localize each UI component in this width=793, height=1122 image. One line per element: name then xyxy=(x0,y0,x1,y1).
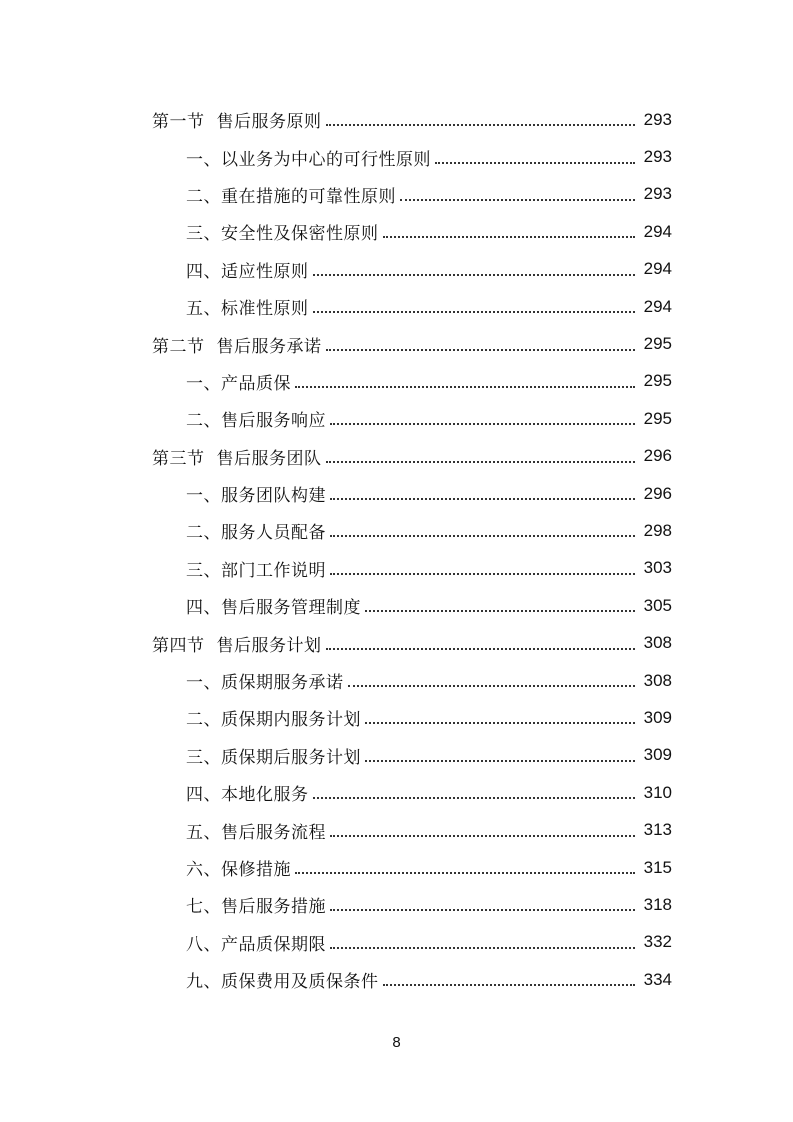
toc-page-number: 315 xyxy=(643,857,672,877)
toc-entry[interactable] xyxy=(0,924,793,961)
toc-entry[interactable] xyxy=(0,587,793,624)
toc-label: 第二节 xyxy=(152,336,205,357)
toc-entry[interactable] xyxy=(0,101,793,138)
dot-leader xyxy=(295,385,635,388)
toc-title: 售后服务团队 xyxy=(216,448,322,469)
dot-leader xyxy=(326,460,636,463)
toc-page-number: 296 xyxy=(643,483,672,503)
toc-entry[interactable] xyxy=(0,849,793,886)
toc-entry[interactable] xyxy=(0,176,793,213)
toc-title: 本地化服务 xyxy=(221,785,309,806)
dot-leader xyxy=(313,310,636,313)
toc-title: 质保费用及质保条件 xyxy=(221,972,379,993)
dot-leader xyxy=(295,871,635,874)
toc-page-number: 293 xyxy=(643,184,672,204)
dot-leader xyxy=(330,908,635,911)
toc-label: 三、 xyxy=(186,747,221,768)
dot-leader xyxy=(326,647,636,650)
toc-page-number: 294 xyxy=(643,221,672,241)
toc-title: 售后服务计划 xyxy=(216,635,322,656)
toc-title: 售后服务管理制度 xyxy=(221,598,361,619)
toc-page-number: 309 xyxy=(643,745,672,765)
toc-label: 一、 xyxy=(186,486,221,507)
toc-page-number: 295 xyxy=(643,334,672,354)
toc-entry[interactable] xyxy=(0,512,793,549)
toc-entry[interactable] xyxy=(0,624,793,661)
toc-entry[interactable] xyxy=(0,400,793,437)
toc-entry[interactable] xyxy=(0,699,793,736)
toc-label: 第一节 xyxy=(152,112,205,133)
toc-label: 五、 xyxy=(186,299,221,320)
page-number: 8 xyxy=(392,1034,401,1051)
toc-title: 服务团队构建 xyxy=(221,486,326,507)
dot-leader xyxy=(365,759,635,762)
toc-entry[interactable] xyxy=(0,774,793,811)
toc-label: 二、 xyxy=(186,186,221,207)
toc-label: 四、 xyxy=(186,261,221,282)
toc-title: 保修措施 xyxy=(221,860,291,880)
toc-title: 售后服务承诺 xyxy=(216,336,322,357)
toc-title: 售后服务原则 xyxy=(216,112,322,133)
toc-label: 三、 xyxy=(186,224,221,245)
toc-page-number: 308 xyxy=(643,633,672,653)
toc-title: 售后服务流程 xyxy=(221,822,326,843)
toc-entry[interactable] xyxy=(0,138,793,175)
toc-entry[interactable] xyxy=(0,811,793,848)
toc-page-number: 295 xyxy=(643,408,672,428)
dot-leader xyxy=(330,534,635,537)
dot-leader xyxy=(313,796,636,799)
toc-page-number: 293 xyxy=(643,147,672,167)
dot-leader xyxy=(326,123,636,126)
toc-title: 产品质保期限 xyxy=(221,934,326,955)
toc-page-number: 308 xyxy=(643,670,672,690)
toc-label: 第三节 xyxy=(152,448,205,469)
dot-leader xyxy=(330,422,635,425)
toc-page-number: 334 xyxy=(643,969,672,989)
dot-leader xyxy=(330,834,635,837)
toc-title: 安全性及保密性原则 xyxy=(221,224,379,245)
toc-entry[interactable] xyxy=(0,325,793,362)
dot-leader xyxy=(330,497,635,500)
toc-page-number: 309 xyxy=(643,707,672,727)
dot-leader xyxy=(383,983,636,986)
toc-entry[interactable] xyxy=(0,737,793,774)
toc-title: 重在措施的可靠性原则 xyxy=(221,186,396,207)
dot-leader xyxy=(330,946,635,949)
toc-entry[interactable] xyxy=(0,475,793,512)
toc-label: 二、 xyxy=(186,411,221,432)
toc-title: 标准性原则 xyxy=(221,299,309,320)
toc-label: 五、 xyxy=(186,822,221,843)
dot-leader xyxy=(326,348,636,351)
dot-leader xyxy=(365,609,635,612)
dot-leader xyxy=(435,161,635,164)
toc-page-number: 305 xyxy=(643,595,672,615)
toc-title: 服务人员配备 xyxy=(221,523,326,544)
toc-title: 部门工作说明 xyxy=(221,560,326,581)
toc-label: 二、 xyxy=(186,710,221,731)
toc-page-number: 295 xyxy=(643,371,672,391)
toc-label: 三、 xyxy=(186,560,221,581)
toc-page-number: 318 xyxy=(643,894,672,914)
toc-label: 六、 xyxy=(186,860,221,880)
toc-entry[interactable] xyxy=(0,550,793,587)
table-of-contents xyxy=(0,101,793,998)
toc-page-number: 294 xyxy=(643,259,672,279)
toc-page-number: 310 xyxy=(643,782,672,802)
dot-leader xyxy=(400,198,635,201)
toc-label: 四、 xyxy=(186,785,221,806)
toc-label: 四、 xyxy=(186,598,221,619)
toc-page-number: 293 xyxy=(643,109,672,129)
dot-leader xyxy=(383,235,636,238)
toc-entry[interactable] xyxy=(0,213,793,250)
toc-title: 质保期服务承诺 xyxy=(221,673,344,694)
toc-label: 一、 xyxy=(186,149,221,170)
toc-entry[interactable] xyxy=(0,288,793,325)
toc-label: 一、 xyxy=(186,673,221,694)
toc-label: 一、 xyxy=(186,373,221,394)
toc-label: 二、 xyxy=(186,523,221,544)
toc-page-number: 296 xyxy=(643,446,672,466)
dot-leader xyxy=(365,721,635,724)
toc-page-number: 313 xyxy=(643,820,672,840)
toc-page-number: 303 xyxy=(643,558,672,578)
toc-entry[interactable] xyxy=(0,363,793,400)
toc-page-number: 298 xyxy=(643,520,672,540)
toc-title: 以业务为中心的可行性原则 xyxy=(221,149,431,170)
toc-title: 售后服务响应 xyxy=(221,411,326,432)
toc-label: 九、 xyxy=(186,972,221,993)
toc-title: 质保期内服务计划 xyxy=(221,710,361,731)
toc-entry[interactable] xyxy=(0,662,793,699)
toc-entry[interactable] xyxy=(0,251,793,288)
toc-title: 质保期后服务计划 xyxy=(221,747,361,768)
toc-title: 适应性原则 xyxy=(221,261,309,282)
toc-title: 售后服务措施 xyxy=(221,897,326,918)
dot-leader xyxy=(348,684,636,687)
toc-label: 第四节 xyxy=(152,635,205,656)
toc-entry[interactable] xyxy=(0,886,793,923)
toc-entry[interactable] xyxy=(0,438,793,475)
toc-label: 八、 xyxy=(186,934,221,955)
dot-leader xyxy=(330,572,635,575)
dot-leader xyxy=(313,273,636,276)
toc-title: 产品质保 xyxy=(221,373,291,394)
toc-page-number: 294 xyxy=(643,296,672,316)
toc-label: 七、 xyxy=(186,897,221,918)
toc-entry[interactable] xyxy=(0,961,793,998)
toc-page-number: 332 xyxy=(643,932,672,952)
